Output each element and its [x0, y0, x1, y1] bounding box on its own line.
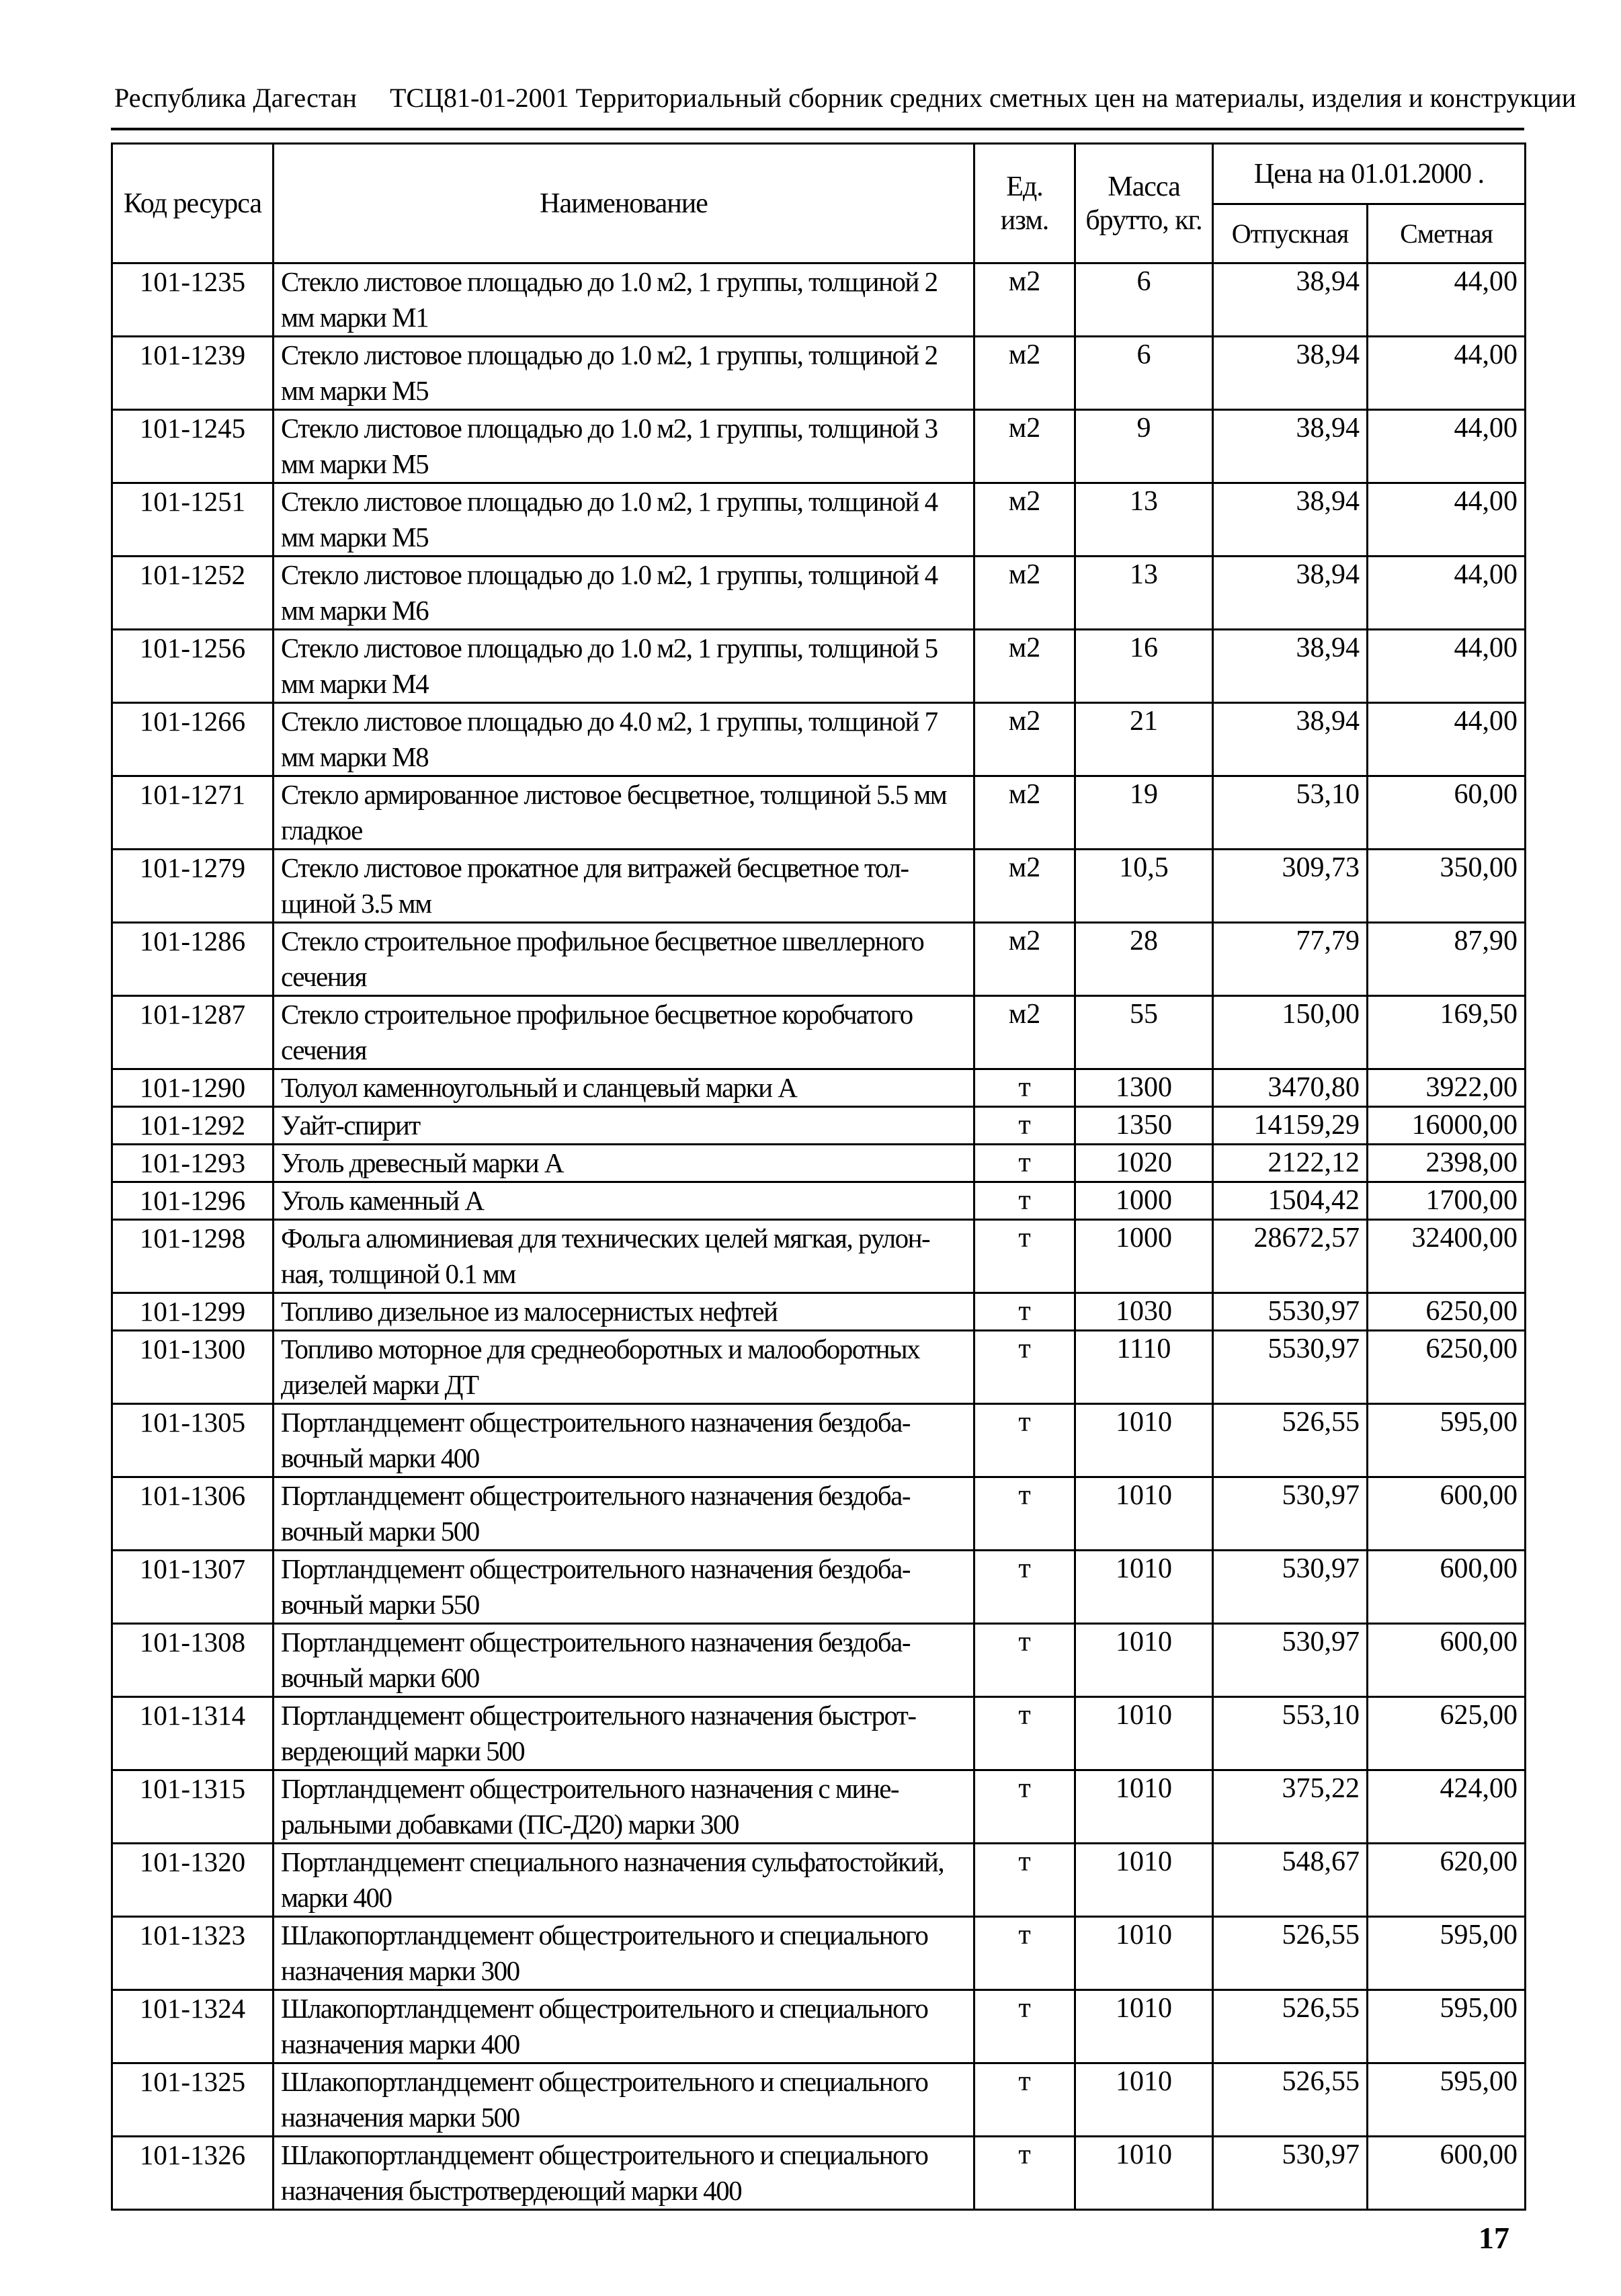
- cell-name: Портландцемент общестроительного назначения бездоба-вочный марки 500: [274, 1477, 974, 1551]
- cell-release-price: 5530,97: [1213, 1331, 1368, 1404]
- cell-release-price: 526,55: [1213, 2063, 1368, 2137]
- header-release-price: Отпускная: [1213, 204, 1368, 263]
- cell-code: 101-1320: [112, 1844, 274, 1917]
- cell-release-price: 38,94: [1213, 703, 1368, 776]
- cell-release-price: 530,97: [1213, 1551, 1368, 1624]
- cell-estimate-price: 600,00: [1368, 1477, 1526, 1551]
- table-row: [112, 1331, 1526, 1404]
- cell-estimate-price: 595,00: [1368, 1990, 1526, 2063]
- cell-code: 101-1305: [112, 1404, 274, 1477]
- cell-unit: т: [974, 1477, 1075, 1551]
- table-header: [112, 144, 1526, 263]
- cell-estimate-price: 169,50: [1368, 996, 1526, 1069]
- cell-release-price: 38,94: [1213, 410, 1368, 483]
- cell-code: 101-1298: [112, 1220, 274, 1293]
- cell-name: Стекло листовое площадью до 1.0 м2, 1 группы, толщиной 2 мм марки М5: [274, 337, 974, 410]
- cell-estimate-price: 32400,00: [1368, 1220, 1526, 1293]
- cell-unit: т: [974, 1844, 1075, 1917]
- cell-code: 101-1251: [112, 483, 274, 557]
- table-row: [112, 1107, 1526, 1145]
- cell-release-price: 5530,97: [1213, 1293, 1368, 1331]
- table-row: [112, 1182, 1526, 1220]
- cell-mass: 1350: [1075, 1107, 1213, 1145]
- cell-name: Стекло листовое площадью до 1.0 м2, 1 группы, толщиной 4 мм марки М6: [274, 557, 974, 630]
- table-row: [112, 1069, 1526, 1107]
- cell-mass: 16: [1075, 630, 1213, 703]
- page-header: [114, 82, 1577, 122]
- cell-estimate-price: 44,00: [1368, 263, 1526, 337]
- cell-code: 101-1245: [112, 410, 274, 483]
- cell-name: Шлакопортландцемент общестроительного и специального назначения марки 300: [274, 1917, 974, 1990]
- cell-release-price: 28672,57: [1213, 1220, 1368, 1293]
- cell-unit: м2: [974, 630, 1075, 703]
- cell-name: Уайт-спирит: [274, 1107, 974, 1145]
- cell-estimate-price: 600,00: [1368, 1624, 1526, 1697]
- cell-code: 101-1266: [112, 703, 274, 776]
- cell-name: Портландцемент общестроительного назначения быстрот-вердеющий марки 500: [274, 1697, 974, 1770]
- cell-estimate-price: 6250,00: [1368, 1293, 1526, 1331]
- cell-code: 101-1300: [112, 1331, 274, 1404]
- cell-release-price: 526,55: [1213, 1404, 1368, 1477]
- cell-name: Стекло листовое площадью до 1.0 м2, 1 группы, толщиной 2 мм марки М1: [274, 263, 974, 337]
- cell-unit: м2: [974, 703, 1075, 776]
- cell-mass: 1110: [1075, 1331, 1213, 1404]
- table-row: [112, 2063, 1526, 2137]
- cell-mass: 1010: [1075, 1697, 1213, 1770]
- cell-name: Портландцемент специального назначения сульфатостойкий, марки 400: [274, 1844, 974, 1917]
- table-row: [112, 850, 1526, 923]
- cell-mass: 1010: [1075, 1917, 1213, 1990]
- cell-unit: т: [974, 1145, 1075, 1182]
- cell-code: 101-1286: [112, 923, 274, 996]
- cell-estimate-price: 44,00: [1368, 337, 1526, 410]
- table-row: [112, 557, 1526, 630]
- cell-name: Толуол каменноугольный и сланцевый марки А: [274, 1069, 974, 1107]
- cell-mass: 1300: [1075, 1069, 1213, 1107]
- table-row: [112, 1844, 1526, 1917]
- cell-estimate-price: 44,00: [1368, 630, 1526, 703]
- cell-estimate-price: 44,00: [1368, 557, 1526, 630]
- header-code: Код ресурса: [112, 144, 274, 263]
- cell-unit: т: [974, 1551, 1075, 1624]
- cell-name: Стекло листовое площадью до 1.0 м2, 1 группы, толщиной 5 мм марки М4: [274, 630, 974, 703]
- header-title: ТСЦ81-01-2001 Территориальный сборник средних сметных цен на материалы, изделия и конструкции: [390, 83, 1577, 113]
- cell-unit: м2: [974, 263, 1075, 337]
- cell-unit: т: [974, 1917, 1075, 1990]
- cell-estimate-price: 44,00: [1368, 703, 1526, 776]
- cell-estimate-price: 60,00: [1368, 776, 1526, 850]
- cell-code: 101-1235: [112, 263, 274, 337]
- cell-estimate-price: 600,00: [1368, 2137, 1526, 2210]
- cell-release-price: 38,94: [1213, 483, 1368, 557]
- cell-release-price: 526,55: [1213, 1990, 1368, 2063]
- table-row: [112, 410, 1526, 483]
- cell-mass: 1010: [1075, 1624, 1213, 1697]
- cell-mass: 28: [1075, 923, 1213, 996]
- cell-name: Уголь древесный марки А: [274, 1145, 974, 1182]
- cell-release-price: 38,94: [1213, 337, 1368, 410]
- cell-release-price: 553,10: [1213, 1697, 1368, 1770]
- table-row: [112, 1917, 1526, 1990]
- cell-release-price: 38,94: [1213, 630, 1368, 703]
- cell-release-price: 14159,29: [1213, 1107, 1368, 1145]
- cell-unit: м2: [974, 923, 1075, 996]
- cell-mass: 1020: [1075, 1145, 1213, 1182]
- cell-name: Стекло строительное профильное бесцветное швеллерного сечения: [274, 923, 974, 996]
- cell-estimate-price: 6250,00: [1368, 1331, 1526, 1404]
- cell-estimate-price: 16000,00: [1368, 1107, 1526, 1145]
- header-region: Республика Дагестан: [114, 83, 357, 113]
- table-row: [112, 1145, 1526, 1182]
- table-body: [112, 263, 1526, 2210]
- table-row: [112, 1770, 1526, 1844]
- cell-mass: 1010: [1075, 1770, 1213, 1844]
- table-row: [112, 1551, 1526, 1624]
- cell-mass: 1010: [1075, 1990, 1213, 2063]
- cell-code: 101-1325: [112, 2063, 274, 2137]
- table-row: [112, 1477, 1526, 1551]
- cell-name: Портландцемент общестроительного назначения бездоба-вочный марки 600: [274, 1624, 974, 1697]
- cell-code: 101-1324: [112, 1990, 274, 2063]
- cell-mass: 6: [1075, 263, 1213, 337]
- cell-name: Шлакопортландцемент общестроительного и специального назначения марки 400: [274, 1990, 974, 2063]
- cell-release-price: 38,94: [1213, 263, 1368, 337]
- cell-code: 101-1306: [112, 1477, 274, 1551]
- table-row: [112, 2137, 1526, 2210]
- cell-name: Уголь каменный А: [274, 1182, 974, 1220]
- cell-estimate-price: 620,00: [1368, 1844, 1526, 1917]
- cell-name: Портландцемент общестроительного назначения с мине-ральными добавками (ПС-Д20) марки 300: [274, 1770, 974, 1844]
- header-rule: [111, 128, 1524, 130]
- table-row: [112, 1293, 1526, 1331]
- cell-mass: 13: [1075, 483, 1213, 557]
- cell-unit: м2: [974, 850, 1075, 923]
- cell-mass: 1030: [1075, 1293, 1213, 1331]
- cell-name: Стекло листовое площадью до 1.0 м2, 1 группы, толщиной 3 мм марки М5: [274, 410, 974, 483]
- cell-mass: 1010: [1075, 2137, 1213, 2210]
- cell-mass: 1010: [1075, 1551, 1213, 1624]
- cell-release-price: 526,55: [1213, 1917, 1368, 1990]
- cell-code: 101-1293: [112, 1145, 274, 1182]
- cell-code: 101-1323: [112, 1917, 274, 1990]
- cell-mass: 55: [1075, 996, 1213, 1069]
- cell-mass: 1000: [1075, 1182, 1213, 1220]
- table-row: [112, 923, 1526, 996]
- cell-estimate-price: 424,00: [1368, 1770, 1526, 1844]
- cell-unit: т: [974, 1990, 1075, 2063]
- table-row: [112, 1990, 1526, 2063]
- cell-release-price: 53,10: [1213, 776, 1368, 850]
- cell-unit: т: [974, 1107, 1075, 1145]
- cell-release-price: 530,97: [1213, 1624, 1368, 1697]
- cell-estimate-price: 595,00: [1368, 1404, 1526, 1477]
- cell-name: Шлакопортландцемент общестроительного и специального назначения быстротвердеющий марки 400: [274, 2137, 974, 2210]
- cell-code: 101-1315: [112, 1770, 274, 1844]
- cell-unit: т: [974, 2137, 1075, 2210]
- cell-release-price: 548,67: [1213, 1844, 1368, 1917]
- cell-estimate-price: 350,00: [1368, 850, 1526, 923]
- cell-estimate-price: 600,00: [1368, 1551, 1526, 1624]
- cell-name: Портландцемент общестроительного назначения бездоба-вочный марки 400: [274, 1404, 974, 1477]
- cell-release-price: 1504,42: [1213, 1182, 1368, 1220]
- cell-estimate-price: 595,00: [1368, 1917, 1526, 1990]
- cell-release-price: 375,22: [1213, 1770, 1368, 1844]
- cell-release-price: 3470,80: [1213, 1069, 1368, 1107]
- header-mass: Масса брутто, кг.: [1075, 144, 1213, 263]
- cell-mass: 1010: [1075, 2063, 1213, 2137]
- table-row: [112, 703, 1526, 776]
- table-row: [112, 483, 1526, 557]
- cell-mass: 21: [1075, 703, 1213, 776]
- cell-code: 101-1239: [112, 337, 274, 410]
- cell-mass: 1010: [1075, 1477, 1213, 1551]
- cell-mass: 1000: [1075, 1220, 1213, 1293]
- cell-code: 101-1256: [112, 630, 274, 703]
- cell-unit: т: [974, 1069, 1075, 1107]
- cell-mass: 19: [1075, 776, 1213, 850]
- cell-code: 101-1326: [112, 2137, 274, 2210]
- cell-estimate-price: 44,00: [1368, 410, 1526, 483]
- cell-estimate-price: 2398,00: [1368, 1145, 1526, 1182]
- cell-code: 101-1252: [112, 557, 274, 630]
- cell-name: Стекло строительное профильное бесцветное коробчатого сечения: [274, 996, 974, 1069]
- header-estimate-price: Сметная: [1368, 204, 1526, 263]
- cell-name: Топливо моторное для среднеоборотных и малооборотных дизелей марки ДТ: [274, 1331, 974, 1404]
- cell-unit: м2: [974, 410, 1075, 483]
- cell-code: 101-1307: [112, 1551, 274, 1624]
- cell-release-price: 530,97: [1213, 1477, 1368, 1551]
- cell-release-price: 530,97: [1213, 2137, 1368, 2210]
- price-table: [111, 142, 1526, 2211]
- table-row: [112, 1624, 1526, 1697]
- cell-unit: т: [974, 1770, 1075, 1844]
- cell-release-price: 38,94: [1213, 557, 1368, 630]
- cell-unit: м2: [974, 776, 1075, 850]
- cell-name: Фольга алюминиевая для технических целей мягкая, рулон-ная, толщиной 0.1 мм: [274, 1220, 974, 1293]
- cell-release-price: 309,73: [1213, 850, 1368, 923]
- cell-code: 101-1296: [112, 1182, 274, 1220]
- cell-mass: 13: [1075, 557, 1213, 630]
- table-row: [112, 1697, 1526, 1770]
- cell-unit: т: [974, 1293, 1075, 1331]
- cell-unit: т: [974, 1404, 1075, 1477]
- cell-unit: т: [974, 1697, 1075, 1770]
- table-row: [112, 630, 1526, 703]
- cell-name: Стекло листовое прокатное для витражей бесцветное тол-щиной 3.5 мм: [274, 850, 974, 923]
- cell-unit: т: [974, 1624, 1075, 1697]
- cell-release-price: 150,00: [1213, 996, 1368, 1069]
- table-row: [112, 776, 1526, 850]
- cell-code: 101-1287: [112, 996, 274, 1069]
- cell-code: 101-1279: [112, 850, 274, 923]
- cell-estimate-price: 3922,00: [1368, 1069, 1526, 1107]
- cell-unit: м2: [974, 483, 1075, 557]
- cell-estimate-price: 625,00: [1368, 1697, 1526, 1770]
- cell-unit: м2: [974, 557, 1075, 630]
- page-number: 17: [1479, 2221, 1509, 2255]
- cell-unit: т: [974, 1182, 1075, 1220]
- table-row: [112, 996, 1526, 1069]
- table-row: [112, 337, 1526, 410]
- cell-estimate-price: 1700,00: [1368, 1182, 1526, 1220]
- cell-name: Стекло армированное листовое бесцветное, толщиной 5.5 мм гладкое: [274, 776, 974, 850]
- header-unit: Ед. изм.: [974, 144, 1075, 263]
- cell-name: Топливо дизельное из малосернистых нефтей: [274, 1293, 974, 1331]
- header-name: Наименование: [274, 144, 974, 263]
- cell-estimate-price: 87,90: [1368, 923, 1526, 996]
- cell-code: 101-1271: [112, 776, 274, 850]
- cell-estimate-price: 44,00: [1368, 483, 1526, 557]
- cell-release-price: 2122,12: [1213, 1145, 1368, 1182]
- cell-unit: т: [974, 1220, 1075, 1293]
- cell-mass: 1010: [1075, 1844, 1213, 1917]
- cell-mass: 9: [1075, 410, 1213, 483]
- cell-code: 101-1299: [112, 1293, 274, 1331]
- cell-code: 101-1308: [112, 1624, 274, 1697]
- table-row: [112, 1404, 1526, 1477]
- cell-code: 101-1314: [112, 1697, 274, 1770]
- cell-estimate-price: 595,00: [1368, 2063, 1526, 2137]
- cell-release-price: 77,79: [1213, 923, 1368, 996]
- cell-mass: 1010: [1075, 1404, 1213, 1477]
- cell-name: Портландцемент общестроительного назначения бездоба-вочный марки 550: [274, 1551, 974, 1624]
- cell-unit: м2: [974, 337, 1075, 410]
- table-row: [112, 1220, 1526, 1293]
- cell-mass: 6: [1075, 337, 1213, 410]
- table-row: [112, 263, 1526, 337]
- cell-mass: 10,5: [1075, 850, 1213, 923]
- cell-unit: т: [974, 2063, 1075, 2137]
- header-price: Цена на 01.01.2000 .: [1213, 144, 1526, 204]
- cell-unit: т: [974, 1331, 1075, 1404]
- cell-name: Стекло листовое площадью до 4.0 м2, 1 группы, толщиной 7 мм марки М8: [274, 703, 974, 776]
- cell-code: 101-1290: [112, 1069, 274, 1107]
- cell-code: 101-1292: [112, 1107, 274, 1145]
- cell-name: Шлакопортландцемент общестроительного и специального назначения марки 500: [274, 2063, 974, 2137]
- cell-unit: м2: [974, 996, 1075, 1069]
- cell-name: Стекло листовое площадью до 1.0 м2, 1 группы, толщиной 4 мм марки М5: [274, 483, 974, 557]
